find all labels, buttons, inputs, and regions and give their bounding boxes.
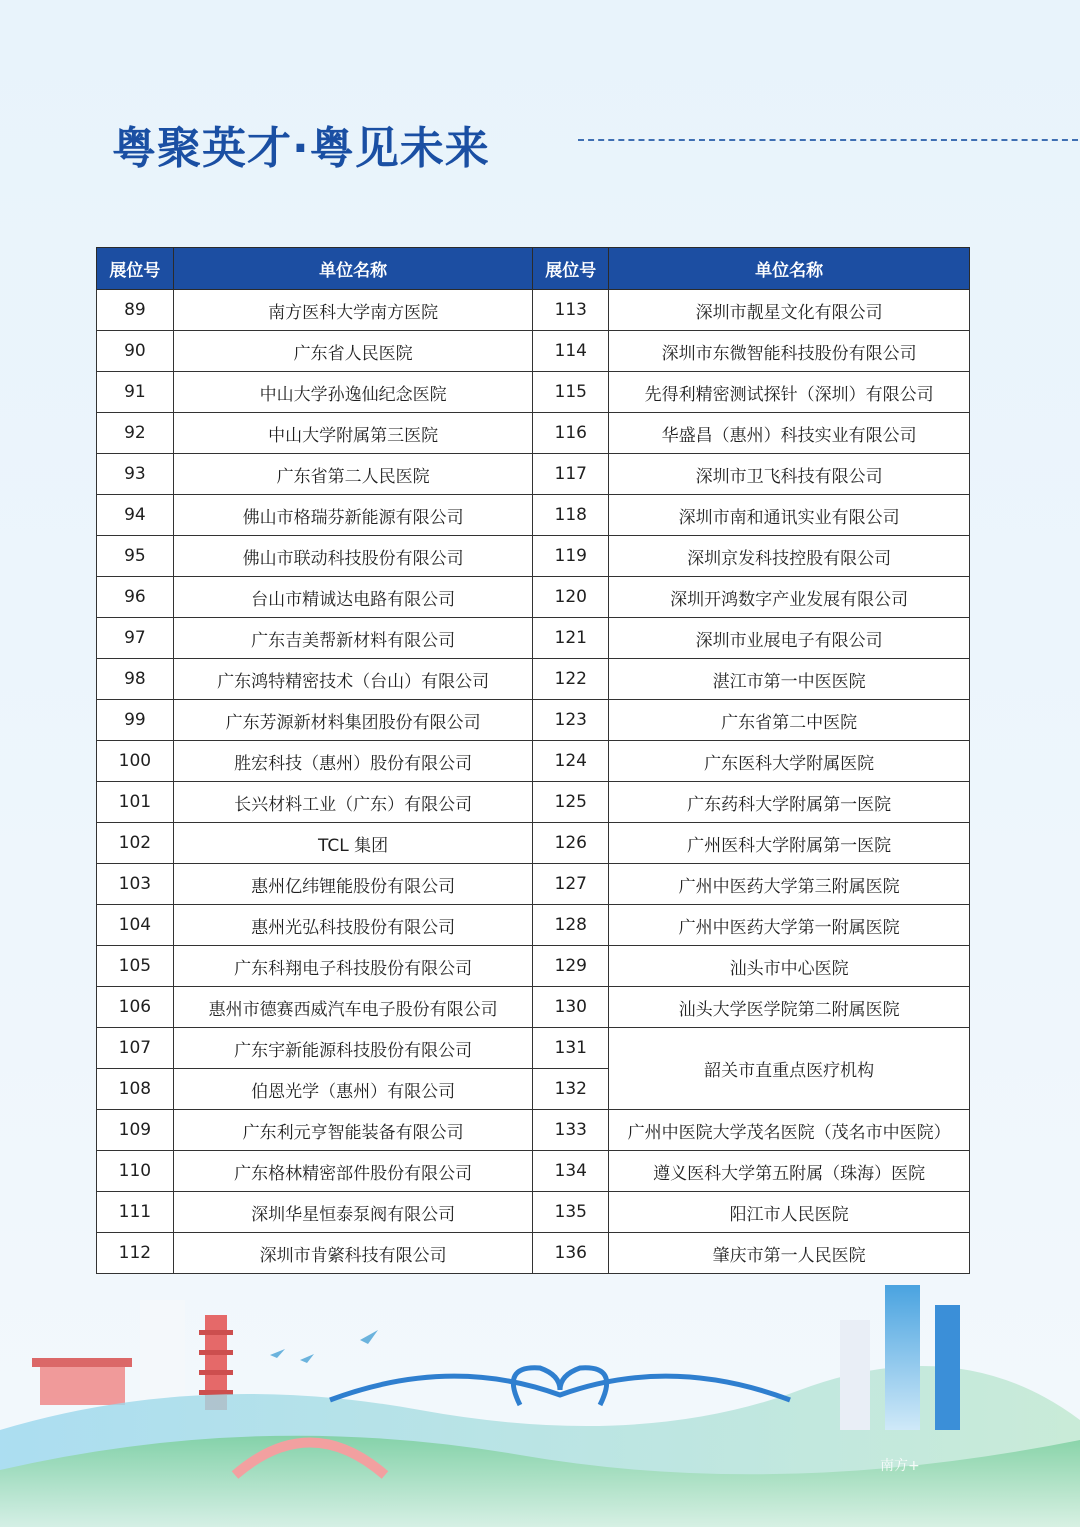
company-name: 广东鸿特精密技术（台山）有限公司 [173,659,533,700]
booth-no: 105 [97,946,174,987]
col-header-booth-no: 展位号 [97,248,174,290]
table-row [97,741,970,782]
watermark-logo-text: 南方+ [880,1458,920,1474]
company-name: 广东芳源新材料集团股份有限公司 [173,700,533,741]
company-name: 汕头大学医学院第二附属医院 [609,987,970,1028]
col-header-booth-no: 展位号 [533,248,609,290]
title-dashed-divider [578,139,1078,141]
table-row [97,823,970,864]
company-name: 遵义医科大学第五附属（珠海）医院 [609,1151,970,1192]
table-row [97,618,970,659]
booth-no: 121 [533,618,609,659]
company-name: 广东格林精密部件股份有限公司 [173,1151,533,1192]
skyscrapers-icon [840,1285,960,1430]
company-name: 深圳市靓星文化有限公司 [609,290,970,331]
booth-no: 99 [97,700,174,741]
company-name: 广州中医药大学第一附属医院 [609,905,970,946]
company-name: 深圳市南和通讯实业有限公司 [609,495,970,536]
booth-no: 118 [533,495,609,536]
company-name: 广东医科大学附属医院 [609,741,970,782]
table-row [97,864,970,905]
company-name: 深圳华星恒泰泵阀有限公司 [173,1192,533,1233]
table-row [97,290,970,331]
booth-no: 120 [533,577,609,618]
company-name: 台山市精诚达电路有限公司 [173,577,533,618]
company-name: 阳江市人民医院 [609,1192,970,1233]
booth-no: 110 [97,1151,174,1192]
table-row [97,782,970,823]
booth-no: 112 [97,1233,174,1274]
company-name: 深圳市东微智能科技股份有限公司 [609,331,970,372]
booth-no: 103 [97,864,174,905]
table-row [97,1110,970,1151]
booth-no: 92 [97,413,174,454]
company-name: 湛江市第一中医医院 [609,659,970,700]
table-row [97,454,970,495]
company-name: 佛山市联动科技股份有限公司 [173,536,533,577]
company-name: 广州中医药大学第三附属医院 [609,864,970,905]
table-row [97,946,970,987]
company-name: 胜宏科技（惠州）股份有限公司 [173,741,533,782]
company-name-merged: 韶关市直重点医疗机构 [609,1028,970,1110]
booth-no: 108 [97,1069,174,1110]
booth-no: 117 [533,454,609,495]
booth-no: 135 [533,1192,609,1233]
company-name: 南方医科大学南方医院 [173,290,533,331]
table-row [97,700,970,741]
company-name: 肇庆市第一人民医院 [609,1233,970,1274]
booth-no: 100 [97,741,174,782]
table-row [97,1151,970,1192]
company-name: 惠州光弘科技股份有限公司 [173,905,533,946]
table-row [97,1192,970,1233]
booth-no: 119 [533,536,609,577]
booth-no: 130 [533,987,609,1028]
booth-no: 129 [533,946,609,987]
booth-no: 122 [533,659,609,700]
company-name: 深圳开鸿数字产业发展有限公司 [609,577,970,618]
booth-table [96,247,970,1274]
company-name: 广东科翔电子科技股份有限公司 [173,946,533,987]
booth-no: 134 [533,1151,609,1192]
company-name: 中山大学附属第三医院 [173,413,533,454]
booth-no: 125 [533,782,609,823]
booth-no: 90 [97,331,174,372]
booth-no: 89 [97,290,174,331]
company-name: 深圳市卫飞科技有限公司 [609,454,970,495]
company-name: 广东宇新能源科技股份有限公司 [173,1028,533,1069]
booth-no: 116 [533,413,609,454]
booth-no: 114 [533,331,609,372]
company-name: 广州中医院大学茂名医院（茂名市中医院） [609,1110,970,1151]
company-name: 广东药科大学附属第一医院 [609,782,970,823]
company-name: 长兴材料工业（广东）有限公司 [173,782,533,823]
heart-bridge-icon [330,1368,790,1405]
booth-no: 106 [97,987,174,1028]
booth-no: 123 [533,700,609,741]
booth-no: 126 [533,823,609,864]
booth-no: 127 [533,864,609,905]
page-title: 粤聚英才·粤见未来 [112,123,490,174]
booth-no: 132 [533,1069,609,1110]
booth-no: 93 [97,454,174,495]
booth-no: 97 [97,618,174,659]
table-header-row [97,248,970,290]
company-name: 华盛昌（惠州）科技实业有限公司 [609,413,970,454]
booth-no: 104 [97,905,174,946]
booth-no: 131 [533,1028,609,1069]
company-name: 汕头市中心医院 [609,946,970,987]
company-name: 伯恩光学（惠州）有限公司 [173,1069,533,1110]
col-header-company-name: 单位名称 [173,248,533,290]
table-row [97,905,970,946]
company-name: 深圳市肯綮科技有限公司 [173,1233,533,1274]
table-row [97,413,970,454]
table-row [97,1233,970,1274]
booth-no: 111 [97,1192,174,1233]
company-name: 广东利元亨智能装备有限公司 [173,1110,533,1151]
company-name: 广东省第二中医院 [609,700,970,741]
booth-no: 94 [97,495,174,536]
company-name: 惠州市德赛西威汽车电子股份有限公司 [173,987,533,1028]
col-header-company-name: 单位名称 [609,248,970,290]
booth-no: 113 [533,290,609,331]
booth-no: 102 [97,823,174,864]
booth-no: 136 [533,1233,609,1274]
table-row [97,577,970,618]
birds-icon [270,1330,378,1363]
booth-no: 101 [97,782,174,823]
table-row [97,372,970,413]
table-row [97,659,970,700]
table-row [97,331,970,372]
booth-no: 128 [533,905,609,946]
company-name: 惠州亿纬锂能股份有限公司 [173,864,533,905]
company-name: 广东省人民医院 [173,331,533,372]
booth-no: 133 [533,1110,609,1151]
company-name: 广东吉美帮新材料有限公司 [173,618,533,659]
cityscape-illustration [0,1280,1080,1527]
booth-no: 98 [97,659,174,700]
booth-no: 124 [533,741,609,782]
booth-no: 109 [97,1110,174,1151]
company-name: 先得利精密测试探针（深圳）有限公司 [609,372,970,413]
city-gate-icon [32,1358,132,1405]
company-name: 深圳京发科技控股有限公司 [609,536,970,577]
white-tower-icon [140,1300,185,1400]
company-name: 广州医科大学附属第一医院 [609,823,970,864]
table-row [97,987,970,1028]
booth-no: 96 [97,577,174,618]
company-name: 广东省第二人民医院 [173,454,533,495]
company-name: 中山大学孙逸仙纪念医院 [173,372,533,413]
booth-no: 115 [533,372,609,413]
company-name: TCL 集团 [173,823,533,864]
company-name: 佛山市格瑞芬新能源有限公司 [173,495,533,536]
booth-no: 107 [97,1028,174,1069]
booth-no: 95 [97,536,174,577]
table-row [97,536,970,577]
booth-no: 91 [97,372,174,413]
table-row [97,495,970,536]
table-row [97,1028,970,1069]
company-name: 深圳市业展电子有限公司 [609,618,970,659]
